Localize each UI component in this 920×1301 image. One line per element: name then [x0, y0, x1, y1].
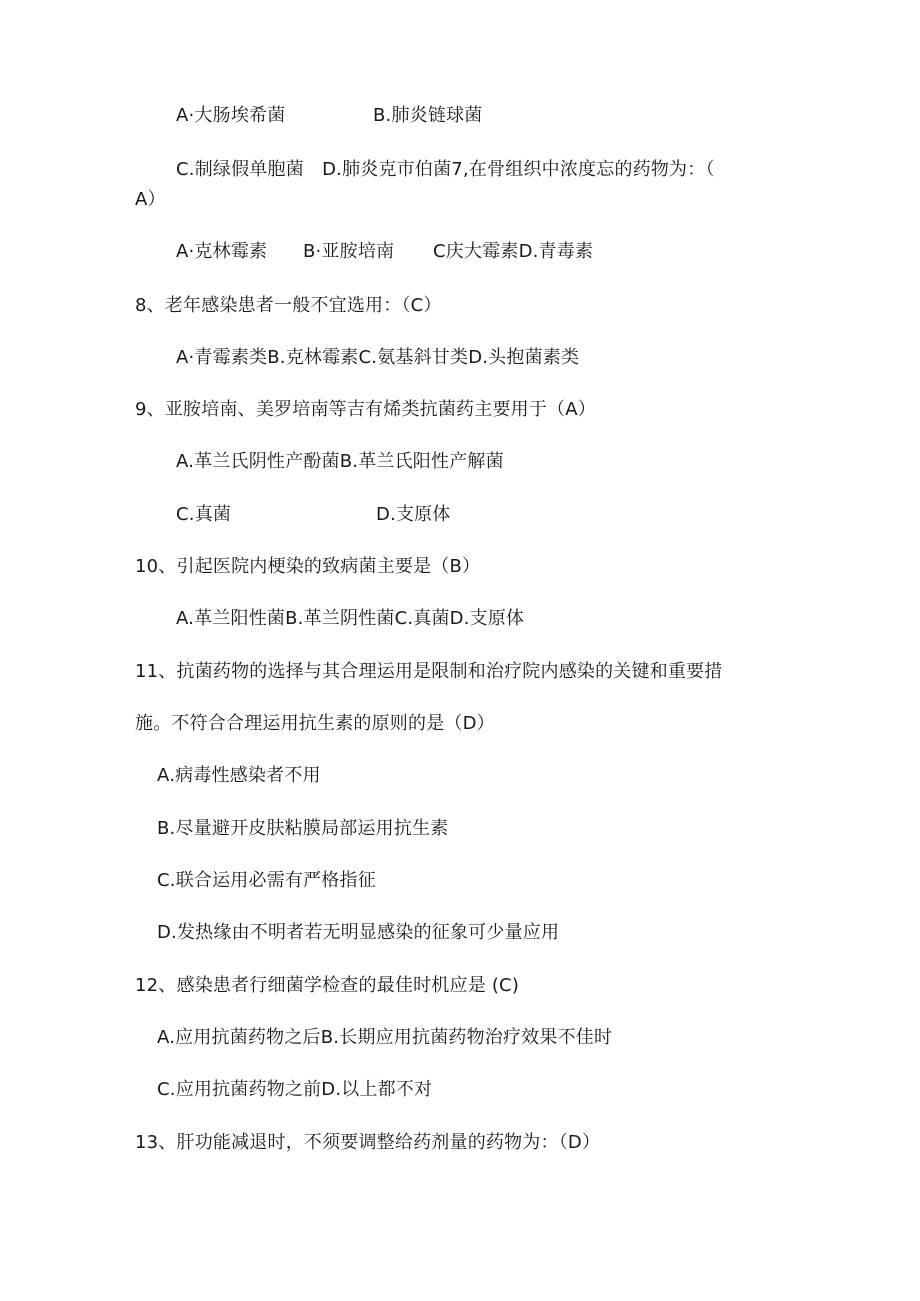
q7-option-b: B·亚胺培南	[303, 241, 395, 262]
q6-option-a: A·大肠埃希菌	[176, 105, 286, 126]
q11-option-b: B.尽量避开皮肤粘膜局部运用抗生素	[157, 818, 449, 839]
q12-stem: 12、感染患者行细菌学检查的最佳时机应是 (C)	[135, 975, 520, 996]
q11-option-d: D.发热缘由不明者若无明显感染的征象可少量应用	[157, 922, 560, 943]
q7-options-cd: C庆大霉素D.青毒素	[433, 241, 594, 262]
q11-stem-line-1: 11、抗菌药物的选择与其合理运用是限制和治疗院内感染的关键和重要措	[135, 661, 723, 682]
q11-stem-line-2: 施。不符合合理运用抗生素的原则的是（D）	[135, 713, 495, 734]
q13-stem: 13、肝功能减退时，不须要调整给药剂量的药物为：（D）	[135, 1132, 601, 1153]
q11-option-c: C.联合运用必需有严格指征	[157, 870, 376, 891]
q9-option-d: D.支原体	[376, 504, 451, 525]
q12-options-cd: C.应用抗菌药物之前D.以上都不对	[157, 1079, 433, 1100]
q7-answer-wrap: A）	[135, 189, 166, 210]
q9-options-ab: A.革兰氏阴性产酚菌B.革兰氏阳性产解菌	[176, 451, 504, 472]
q11-option-a: A.病毒性感染者不用	[157, 765, 321, 786]
q12-options-ab: A.应用抗菌药物之后B.长期应用抗菌药物治疗效果不佳时	[157, 1027, 613, 1048]
q10-stem: 10、引起医院内梗染的致病菌主要是（B）	[135, 556, 481, 577]
q8-options: A·青霉素类B.克林霉素C.氨基斜甘类D.头抱菌素类	[176, 347, 580, 368]
q6-option-b: B.肺炎链球菌	[373, 105, 483, 126]
q7-option-a: A·克林霉素	[176, 241, 268, 262]
q9-option-c: C.真菌	[176, 504, 232, 525]
q8-stem: 8、老年感染患者一般不宜选用：（C）	[135, 295, 442, 316]
q6-options-cd-and-q7-stem: C.制绿假单胞菌 D.肺炎克市伯菌7,在骨组织中浓度忘的药物为：（	[176, 159, 715, 180]
q10-options: A.革兰阳性菌B.革兰阴性菌C.真菌D.支原体	[176, 608, 525, 629]
q9-stem: 9、亚胺培南、美罗培南等吉有烯类抗菌药主要用于（A）	[135, 399, 596, 420]
